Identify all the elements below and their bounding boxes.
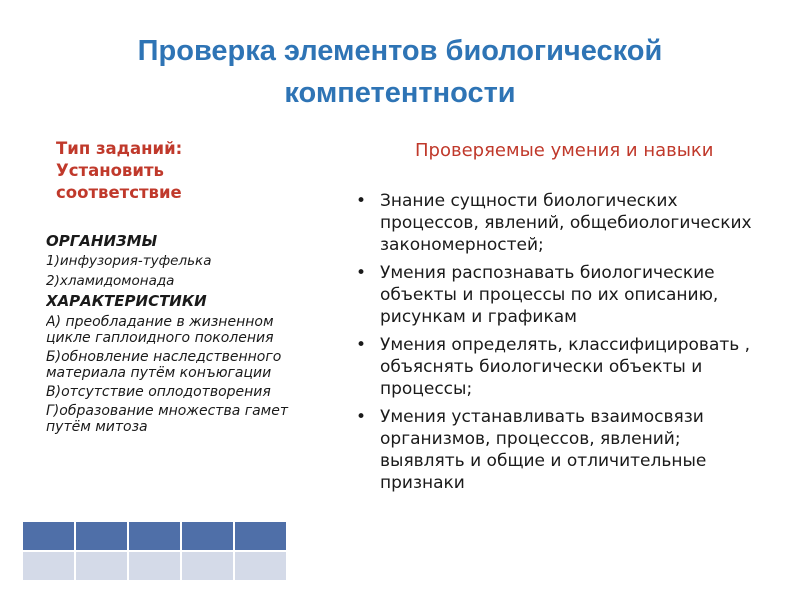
characteristic-item-a: А) преобладание в жизненном цикле гаплоидного поколения <box>46 314 274 346</box>
skill-item <box>356 406 756 494</box>
skill-item <box>356 334 756 400</box>
bullet-icon: • <box>356 407 367 427</box>
skill-item <box>356 190 756 256</box>
skill-text: Умения устанавливать взаимосвязи организмов, процессов, явлений; выявлять и общие и отличительные признаки <box>380 407 707 493</box>
answer-cell <box>75 521 128 551</box>
title-line-2: компетентности <box>284 77 516 109</box>
characteristic-item-d: Г)образование множества гамет путём митоза <box>46 403 288 435</box>
characteristics-label: ХАРАКТЕРИСТИКИ <box>46 292 207 310</box>
answer-cell <box>22 521 75 551</box>
task-type-heading <box>56 138 286 204</box>
answer-cell <box>75 551 128 581</box>
characteristic-item-c: В)отсутствие оплодотворения <box>46 384 271 400</box>
bullet-icon: • <box>356 335 367 355</box>
answer-cell <box>128 551 181 581</box>
bullet-icon: • <box>356 263 367 283</box>
page-title <box>40 30 760 114</box>
answer-table-row <box>22 551 287 581</box>
organism-item-1: 1)инфузория-туфелька <box>46 253 212 269</box>
task-type-line-3: соответствие <box>56 183 182 202</box>
answer-cell <box>128 521 181 551</box>
answer-cell <box>234 521 287 551</box>
bullet-icon: • <box>356 191 367 211</box>
task-type-line-1: Тип заданий: <box>56 139 183 158</box>
skills-list <box>356 190 756 600</box>
skill-text: Умения определять, классифицировать , объяснять биологически объекты и процессы; <box>380 335 751 399</box>
characteristic-item-b: Б)обновление наследственного материала путём конъюгации <box>46 349 282 381</box>
organism-item-2: 2)хламидомонада <box>46 273 175 289</box>
skill-item <box>356 262 756 328</box>
task-content <box>46 231 296 520</box>
skill-text: Знание сущности биологических процессов, явлений, общебиологических закономерностей; <box>380 191 752 255</box>
task-type-line-2: Установить <box>56 161 164 180</box>
answer-cell <box>181 551 234 581</box>
skills-heading: Проверяемые умения и навыки <box>415 140 714 161</box>
title-line-1: Проверка элементов биологической <box>137 35 663 67</box>
answer-table <box>21 520 288 582</box>
answer-cell <box>234 551 287 581</box>
answer-cell <box>22 551 75 581</box>
answer-cell <box>181 521 234 551</box>
organisms-label: ОРГАНИЗМЫ <box>46 232 158 250</box>
answer-table-header-row <box>22 521 287 551</box>
skill-text: Умения распознавать биологические объекты и процессы по их описанию, рисункам и графикам <box>380 263 719 327</box>
